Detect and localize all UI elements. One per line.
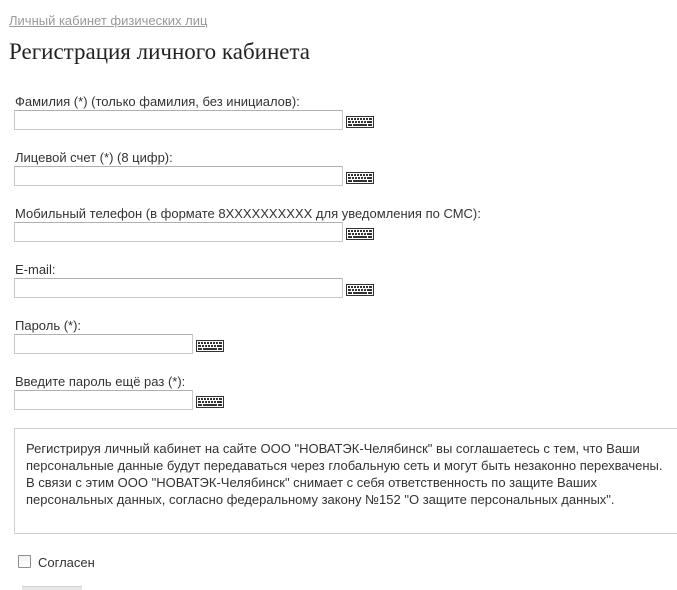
personal-data-notice-text: Регистрируя личный кабинет на сайте ООО "НОВАТЭК-Челябинск" вы соглашаетесь с тем, что Ваши персональные данные будут передаваться через глобальную сеть и могут быть незаконно перехвачены. В связи с этим ООО "НОВАТЭК-Челябинск" снимает с себя ответственность по защите Ваших персональных данных, согласно федеральному закону №152 "О защите персональных данных".: [26, 441, 663, 507]
agree-checkbox[interactable]: [18, 555, 31, 568]
email-field[interactable]: [14, 278, 343, 298]
virtual-keyboard-icon[interactable]: [346, 283, 374, 295]
password-confirm-label: Введите пароль ещё раз (*):: [15, 374, 186, 389]
virtual-keyboard-icon[interactable]: [346, 227, 374, 239]
agree-checkbox-label[interactable]: Согласен: [38, 555, 95, 570]
email-label: E-mail:: [15, 262, 56, 277]
surname-label: Фамилия (*) (только фамилия, без инициалов):: [15, 94, 300, 109]
virtual-keyboard-icon[interactable]: [346, 171, 374, 183]
submit-button-partial[interactable]: [22, 586, 82, 590]
password-input[interactable]: [14, 334, 193, 354]
virtual-keyboard-icon[interactable]: [196, 395, 224, 407]
account-label: Лицевой счет (*) (8 цифр):: [15, 150, 173, 165]
virtual-keyboard-icon[interactable]: [196, 339, 224, 351]
mobile-phone-input[interactable]: [14, 222, 343, 242]
account-number-input[interactable]: [14, 166, 343, 186]
page-title: Регистрация личного кабинета: [9, 39, 311, 64]
password-confirm-input[interactable]: [14, 390, 193, 410]
virtual-keyboard-icon[interactable]: [346, 115, 374, 127]
mobile-phone-label: Мобильный телефон (в формате 8XXXXXXXXXX для уведомления по СМС):: [15, 206, 481, 221]
surname-input[interactable]: [14, 110, 343, 130]
personal-data-notice: [14, 428, 677, 534]
breadcrumb-link[interactable]: Личный кабинет физических лиц: [9, 13, 208, 28]
password-label: Пароль (*):: [15, 318, 82, 333]
